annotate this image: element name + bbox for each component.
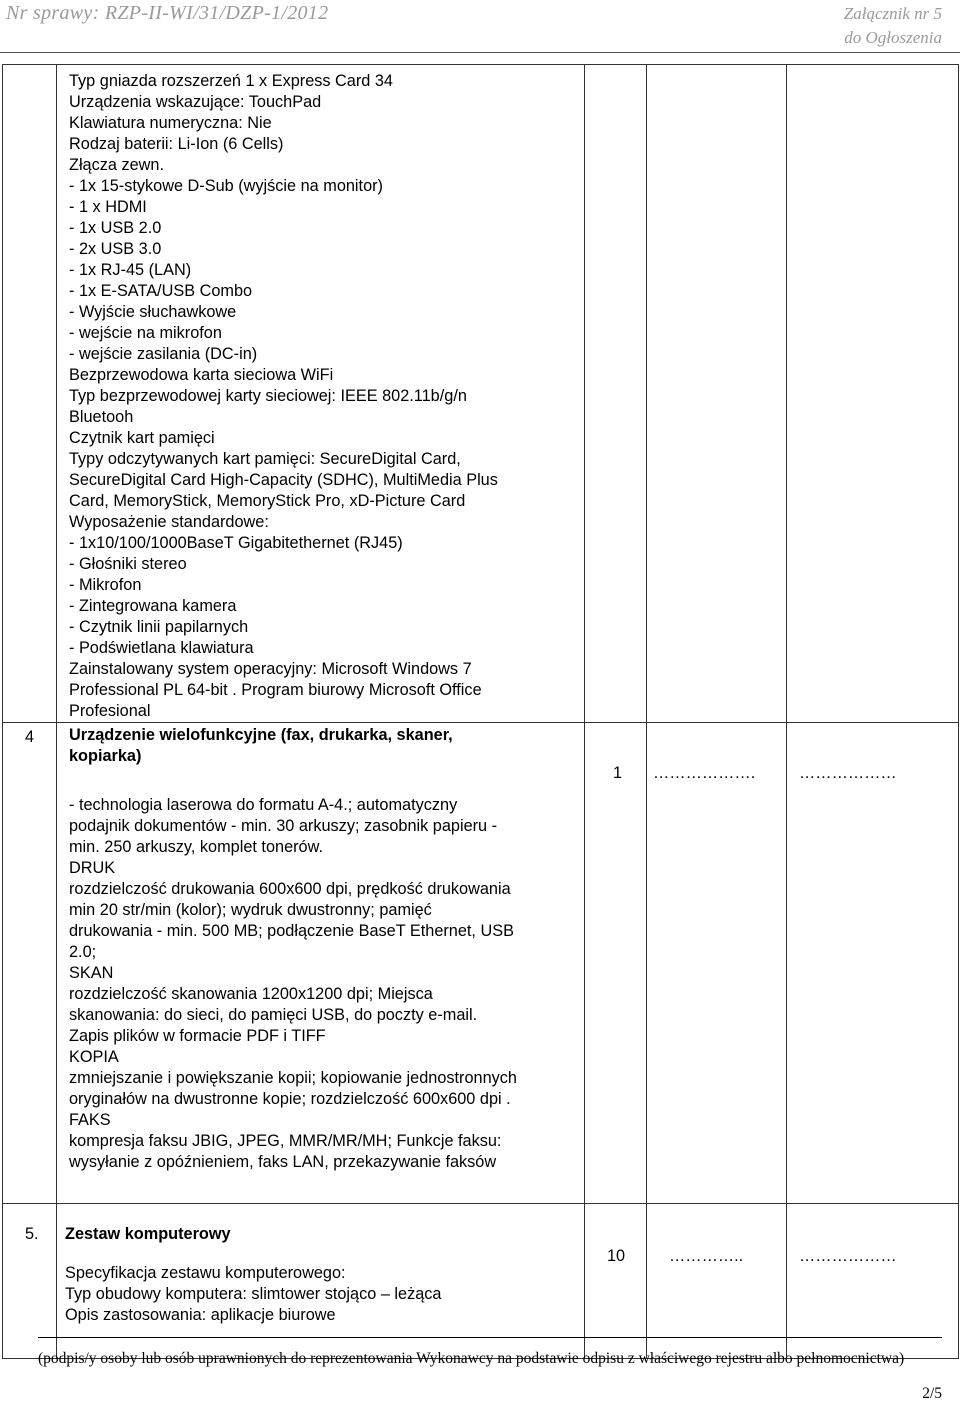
table-row <box>3 1204 959 1359</box>
spec-line: Specyfikacja zestawu komputerowego: <box>65 1264 346 1282</box>
table-row <box>3 723 959 1204</box>
spec-line: - 1x10/100/1000BaseT Gigabitethernet (RJ45) <box>69 534 403 552</box>
spec-line: Typ gniazda rozszerzeń 1 x Express Card 34 <box>69 72 393 90</box>
signature-caption: (podpis/y osoby lub osób uprawnionych do reprezentowania Wykonawcy na podstawie odpisu z właściwego rejestru albo pełnomocnictwa) <box>38 1350 905 1367</box>
spec-line: - Wyjście słuchawkowe <box>69 303 237 321</box>
spec-line: zmniejszanie i powiększanie kopii; kopiowanie jednostronnych <box>69 1069 517 1087</box>
specification-table <box>2 64 959 1359</box>
attachment-subtitle: do Ogłoszenia <box>844 28 942 47</box>
spec-line: Klawiatura numeryczna: Nie <box>69 114 272 132</box>
spec-line: oryginałów na dwustronne kopie; rozdzielczość 600x600 dpi . <box>69 1090 511 1108</box>
spec-line: - Głośniki stereo <box>69 555 187 573</box>
spec-line: Opis zastosowania: aplikacje biurowe <box>65 1306 336 1324</box>
row-total <box>787 65 959 723</box>
spec-line: SKAN <box>69 964 114 982</box>
table-row <box>3 65 959 723</box>
row-description <box>57 65 585 723</box>
case-number: Nr sprawy: RZP-II-WI/31/DZP-1/2012 <box>6 2 329 24</box>
page-number: 2/5 <box>922 1385 942 1402</box>
spec-line: skanowania: do sieci, do pamięci USB, do poczty e-mail. <box>69 1006 478 1024</box>
spec-lines <box>69 795 584 1173</box>
row-price <box>647 65 787 723</box>
spec-line: Bluetooh <box>69 408 134 426</box>
spec-line: - 1x USB 2.0 <box>69 219 162 237</box>
row-price: ………………. <box>647 723 787 1204</box>
attachment-label <box>844 2 942 50</box>
spec-line: - technologia laserowa do formatu A-4.; automatyczny <box>69 796 458 814</box>
attachment-number: Załącznik nr 5 <box>843 4 942 23</box>
spec-line: rozdzielczość drukowania 600x600 dpi, prędkość drukowania <box>69 880 511 898</box>
spec-line: - 1 x HDMI <box>69 198 147 216</box>
spec-line: rozdzielczość skanowania 1200x1200 dpi; Miejsca <box>69 985 433 1003</box>
spec-line: Zainstalowany system operacyjny: Microsoft Windows 7 <box>69 660 472 678</box>
spec-line: wysyłanie z opóźnieniem, faks LAN, przekazywanie faksów <box>69 1153 497 1171</box>
spec-line: - 1x 15-stykowe D-Sub (wyjście na monitor) <box>69 177 383 195</box>
spec-line: FAKS <box>69 1111 111 1129</box>
row-total: ……………… <box>787 1204 959 1359</box>
row-description <box>57 723 585 1204</box>
spec-line: - Czytnik linii papilarnych <box>69 618 249 636</box>
signature-line <box>38 1337 942 1338</box>
item-title-cont: kopiarka) <box>69 747 142 765</box>
spec-line: Card, MemoryStick, MemoryStick Pro, xD-Picture Card <box>69 492 466 510</box>
spec-line: Typy odczytywanych kart pamięci: SecureDigital Card, <box>69 450 461 468</box>
row-number: 4 <box>3 723 57 1204</box>
page-header <box>0 0 960 60</box>
spec-line: Urządzenia wskazujące: TouchPad <box>69 93 322 111</box>
spec-line: min. 250 arkuszy, komplet tonerów. <box>69 838 323 856</box>
spec-line: KOPIA <box>69 1048 119 1066</box>
spec-line: kompresja faksu JBIG, JPEG, MMR/MR/MH; Funkcje faksu: <box>69 1132 502 1150</box>
spec-line: min 20 str/min (kolor); wydruk dwustronny; pamięć <box>69 901 432 919</box>
row-qty: 10 <box>585 1204 647 1359</box>
row-description <box>57 1204 585 1359</box>
spec-line: Professional PL 64-bit . Program biurowy Microsoft Office <box>69 681 482 699</box>
spec-lines <box>57 67 584 722</box>
spec-line: - wejście na mikrofon <box>69 324 222 342</box>
spec-line: 2.0; <box>69 943 97 961</box>
row-number: 5. <box>3 1204 57 1359</box>
row-number <box>3 65 57 723</box>
row-qty <box>585 65 647 723</box>
spec-line: - Zintegrowana kamera <box>69 597 237 615</box>
spec-line: Typ bezprzewodowej karty sieciowej: IEEE 802.11b/g/n <box>69 387 467 405</box>
spec-line: - 1x RJ-45 (LAN) <box>69 261 192 279</box>
spec-line: Bezprzewodowa karta sieciowa WiFi <box>69 366 334 384</box>
spec-line: Profesional <box>69 702 151 720</box>
item-title: Urządzenie wielofunkcyjne (fax, drukarka, skaner, <box>69 726 453 744</box>
spec-line: drukowania - min. 500 MB; podłączenie BaseT Ethernet, USB <box>69 922 514 940</box>
spec-line: Wyposażenie standardowe: <box>69 513 269 531</box>
spec-line: Typ obudowy komputera: slimtower stojąco – leżąca <box>65 1285 442 1303</box>
spec-line: - 1x E-SATA/USB Combo <box>69 282 253 300</box>
row-total: ……………… <box>787 723 959 1204</box>
spec-line: SecureDigital Card High-Capacity (SDHC), MultiMedia Plus <box>69 471 498 489</box>
spec-line: - Mikrofon <box>69 576 142 594</box>
spec-line: - 2x USB 3.0 <box>69 240 162 258</box>
row-price: ………….. <box>647 1204 787 1359</box>
spec-line: Zapis plików w formacie PDF i TIFF <box>69 1027 326 1045</box>
item-title: Zestaw komputerowy <box>65 1225 231 1243</box>
header-divider <box>0 52 960 53</box>
spec-line: Złącza zewn. <box>69 156 165 174</box>
spec-line: Rodzaj baterii: Li-Ion (6 Cells) <box>69 135 284 153</box>
spec-lines <box>65 1263 584 1326</box>
spec-line: podajnik dokumentów - min. 30 arkuszy; zasobnik papieru - <box>69 817 498 835</box>
row-qty: 1 <box>585 723 647 1204</box>
spec-line: - Podświetlana klawiatura <box>69 639 254 657</box>
spec-line: Czytnik kart pamięci <box>69 429 215 447</box>
spec-line: DRUK <box>69 859 116 877</box>
spec-line: - wejście zasilania (DC-in) <box>69 345 258 363</box>
